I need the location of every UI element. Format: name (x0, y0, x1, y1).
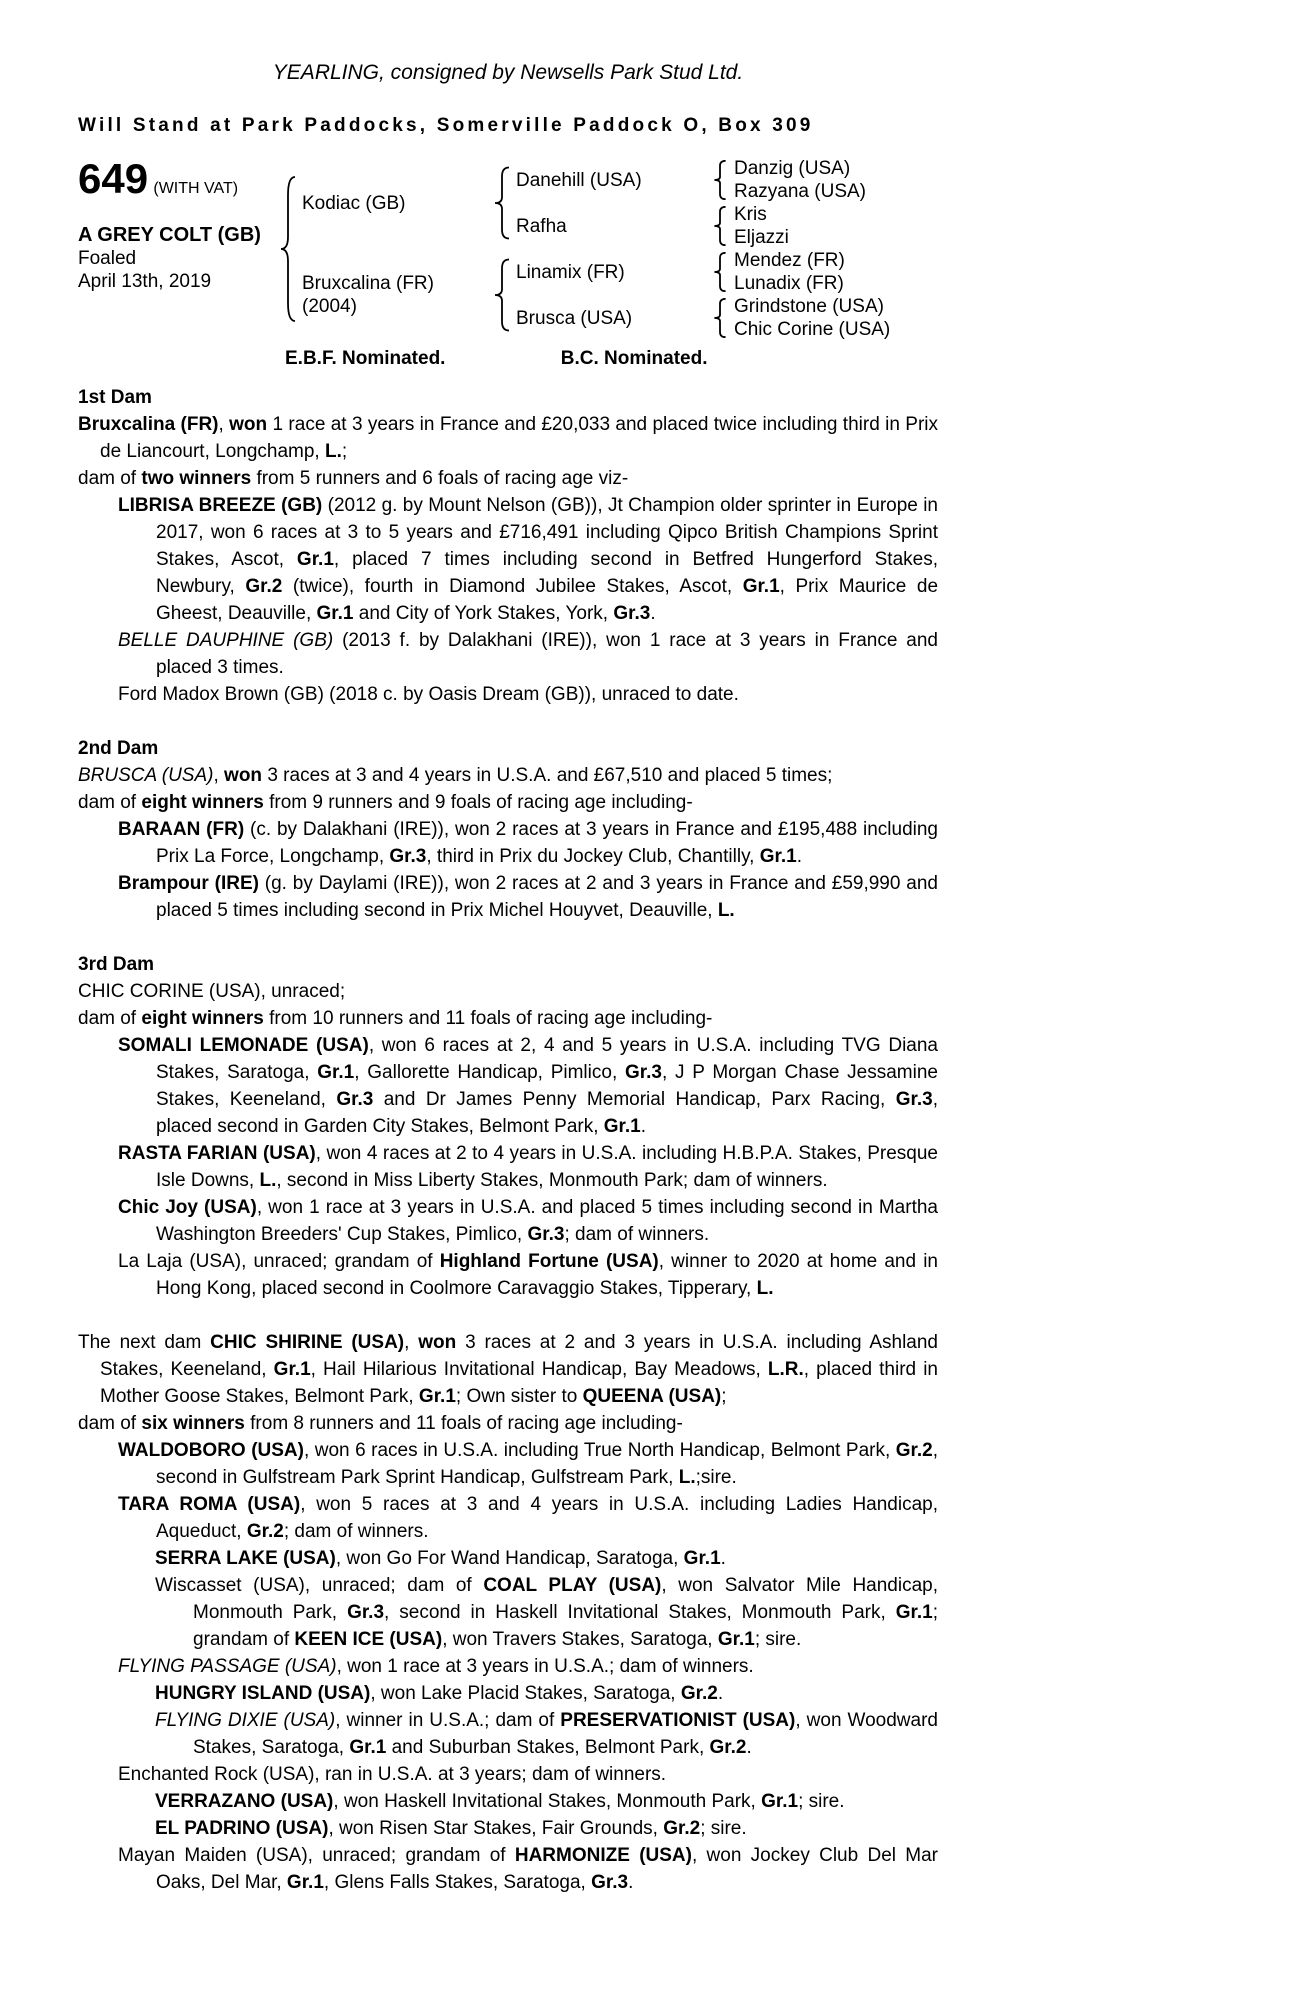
catalogue-page (78, 0, 938, 1896)
section-heading: 1st Dam (78, 387, 152, 408)
pedigree-text-paragraph: FLYING DIXIE (USA), winner in U.S.A.; dam of PRESERVATIONIST (USA), won Woodward Stakes, Saratoga, Gr.1 and Suburban Stakes, Belmont Park, Gr.2. (155, 1710, 938, 1758)
brace-generation-2 (492, 157, 516, 341)
dam-name: Bruxcalina (FR) (302, 273, 434, 294)
pedigree-text-paragraph: dam of six winners from 8 runners and 11 foals of racing age including- (78, 1413, 683, 1434)
section-paragraphs (78, 411, 938, 708)
horse-description: A GREY COLT (GB) (78, 224, 261, 246)
section-heading: 2nd Dam (78, 738, 159, 759)
brace-icon (712, 252, 728, 292)
pedigree-generation-1 (302, 157, 492, 341)
pedigree-text-paragraph: BARAAN (FR) (c. by Dalakhani (IRE)), won 2 races at 3 years in France and £195,488 including Prix La Force, Longchamp, Gr.3, third in Prix du Jockey Club, Chantilly, Gr.1. (118, 819, 938, 867)
lot-info (78, 157, 278, 341)
pedigree-text-paragraph: RASTA FARIAN (USA), won 4 races at 2 to 4 years in U.S.A. including H.B.P.A. Stakes, Presque Isle Downs, L., second in Miss Liberty Stakes, Monmouth Park; dam of winners. (118, 1143, 938, 1191)
pedigree-text-paragraph: TARA ROMA (USA), won 5 races at 3 and 4 years in U.S.A. including Ladies Handicap, Aqueduct, Gr.2; dam of winners. (118, 1494, 938, 1542)
lot-number: 649 (78, 155, 149, 202)
brace-generation-3 (712, 157, 734, 341)
section-paragraphs (78, 1329, 938, 1896)
pedigree-text-paragraph: HUNGRY ISLAND (USA), won Lake Placid Stakes, Saratoga, Gr.2. (155, 1683, 724, 1704)
pedigree-text-paragraph: BRUSCA (USA), won 3 races at 3 and 4 years in U.S.A. and £67,510 and placed 5 times; (78, 765, 833, 786)
great-grandparent-3: Kris (734, 204, 767, 225)
section-1st-dam (78, 384, 938, 708)
section-paragraphs (78, 762, 938, 924)
section-heading: 3rd Dam (78, 954, 155, 975)
pedigree-text-paragraph: The next dam CHIC SHIRINE (USA), won 3 races at 2 and 3 years in U.S.A. including Ashland Stakes, Keeneland, Gr.1, Hail Hilarious Invitational Handicap, Bay Meadows, L.R., placed third in Mother Goose Stakes, Belmont Park, Gr.1; Own sister to QUEENA (USA); (78, 1332, 938, 1407)
pedigree-text-paragraph: CHIC CORINE (USA), unraced; (78, 981, 346, 1002)
brace-icon (712, 206, 728, 246)
great-grandparent-7: Grindstone (USA) (734, 296, 884, 317)
dam-grandsire: Linamix (FR) (516, 261, 625, 283)
pedigree-text-paragraph: Ford Madox Brown (GB) (2018 c. by Oasis Dream (GB)), unraced to date. (118, 684, 739, 705)
pedigree-text-paragraph: dam of two winners from 5 runners and 6 foals of racing age viz- (78, 468, 629, 489)
pedigree-text-paragraph: dam of eight winners from 9 runners and 9 foals of racing age including- (78, 792, 693, 813)
great-grandparent-8: Chic Corine (USA) (734, 319, 891, 340)
dam-granddam: Brusca (USA) (516, 307, 633, 329)
pedigree-text-paragraph: VERRAZANO (USA), won Haskell Invitational Stakes, Monmouth Park, Gr.1; sire. (155, 1791, 845, 1812)
pedigree-generation-3 (734, 157, 938, 341)
pedigree-text-paragraph: La Laja (USA), unraced; grandam of Highland Fortune (USA), winner to 2020 at home and in Hong Kong, placed second in Coolmore Caravaggio Stakes, Tipperary, L. (118, 1251, 938, 1299)
pedigree-text-paragraph: Mayan Maiden (USA), unraced; grandam of HARMONIZE (USA), won Jockey Club Del Mar Oaks, Del Mar, Gr.1, Glens Falls Stakes, Saratoga, Gr.3. (118, 1845, 938, 1893)
pedigree-table (78, 157, 938, 341)
pedigree-text-paragraph: BELLE DAUPHINE (GB) (2013 f. by Dalakhani (IRE)), won 1 race at 3 years in France and placed 3 times. (118, 630, 939, 678)
brace-generation-1 (278, 157, 302, 341)
great-grandparent-4: Eljazzi (734, 227, 789, 248)
great-grandparent-1: Danzig (USA) (734, 158, 851, 179)
section-paragraphs (78, 978, 938, 1302)
foaled-date: April 13th, 2019 (78, 271, 212, 292)
foaled-label: Foaled (78, 248, 137, 269)
lot-line (78, 157, 278, 211)
dam-year: (2004) (302, 296, 357, 317)
great-grandparent-5: Mendez (FR) (734, 250, 845, 271)
brace-icon (278, 174, 298, 324)
bc-nominated: B.C. Nominated. (560, 348, 708, 369)
pedigree-text-paragraph: Brampour (IRE) (g. by Daylami (IRE)), won 2 races at 2 and 3 years in France and £59,990 and placed 5 times including second in Prix Michel Houyvet, Deauville, L. (118, 873, 938, 921)
pedigree-text-paragraph: SERRA LAKE (USA), won Go For Wand Handicap, Saratoga, Gr.1. (155, 1548, 726, 1569)
section-next-dam (78, 1329, 938, 1896)
pedigree-text-paragraph: FLYING PASSAGE (USA), won 1 race at 3 years in U.S.A.; dam of winners. (118, 1656, 754, 1677)
pedigree-text-paragraph: EL PADRINO (USA), won Risen Star Stakes, Fair Grounds, Gr.2; sire. (155, 1818, 747, 1839)
pedigree-text-paragraph: dam of eight winners from 10 runners and 11 foals of racing age including- (78, 1008, 713, 1029)
pedigree-text-paragraph: Enchanted Rock (USA), ran in U.S.A. at 3 years; dam of winners. (118, 1764, 667, 1785)
sire-grandsire: Danehill (USA) (516, 169, 642, 191)
pedigree-text-paragraph: WALDOBORO (USA), won 6 races in U.S.A. including True North Handicap, Belmont Park, Gr.2, second in Gulfstream Park Sprint Handicap, Gulfstream Park, L.;sire. (118, 1440, 938, 1488)
nominations-row (78, 345, 938, 372)
great-grandparent-6: Lunadix (FR) (734, 273, 844, 294)
section-2nd-dam (78, 735, 938, 924)
section-3rd-dam (78, 951, 938, 1302)
brace-icon (712, 160, 728, 200)
consignor-title: YEARLING, consigned by Newsells Park Stud Ltd. (272, 61, 744, 84)
stand-location: Will Stand at Park Paddocks, Somerville Paddock O, Box 309 (78, 115, 814, 136)
pedigree-text-paragraph: Bruxcalina (FR), won 1 race at 3 years in France and £20,033 and placed twice including third in Prix de Liancourt, Longchamp, L.; (78, 414, 938, 462)
sire-name: Kodiac (GB) (302, 192, 406, 214)
ebf-nominated: E.B.F. Nominated. (285, 348, 446, 369)
great-grandparent-2: Razyana (USA) (734, 181, 866, 202)
sire-granddam: Rafha (516, 215, 567, 237)
brace-icon (492, 258, 512, 332)
brace-icon (492, 166, 512, 240)
pedigree-text-paragraph: Wiscasset (USA), unraced; dam of COAL PLAY (USA), won Salvator Mile Handicap, Monmouth Park, Gr.3, second in Haskell Invitational Stakes, Monmouth Park, Gr.1; grandam of KEEN ICE (USA), won Travers Stakes, Saratoga, Gr.1; sire. (155, 1575, 939, 1650)
vat-note: (WITH VAT) (153, 180, 239, 197)
pedigree-text (78, 384, 938, 1896)
brace-icon (712, 298, 728, 338)
pedigree-text-paragraph: LIBRISA BREEZE (GB) (2012 g. by Mount Nelson (GB)), Jt Champion older sprinter in Europe in 2017, won 6 races at 3 to 5 years and £716,491 including Qipco British Champions Sprint Stakes, Ascot, Gr.1, placed 7 times including second in Betfred Hungerford Stakes, Newbury, Gr.2 (twice), fourth in Diamond Jubilee Stakes, Ascot, Gr.1, Prix Maurice de Gheest, Deauville, Gr.1 and City of York Stakes, York, Gr.3. (118, 495, 939, 624)
pedigree-text-paragraph: SOMALI LEMONADE (USA), won 6 races at 2, 4 and 5 years in U.S.A. including TVG Diana Stakes, Saratoga, Gr.1, Gallorette Handicap, Pimlico, Gr.3, J P Morgan Chase Jessamine Stakes, Keeneland, Gr.3 and Dr James Penny Memorial Handicap, Parx Racing, Gr.3, placed second in Garden City Stakes, Belmont Park, Gr.1. (118, 1035, 938, 1137)
pedigree-generation-2 (516, 157, 712, 341)
pedigree-text-paragraph: Chic Joy (USA), won 1 race at 3 years in U.S.A. and placed 5 times including second in Martha Washington Breeders' Cup Stakes, Pimlico, Gr.3; dam of winners. (118, 1197, 938, 1245)
